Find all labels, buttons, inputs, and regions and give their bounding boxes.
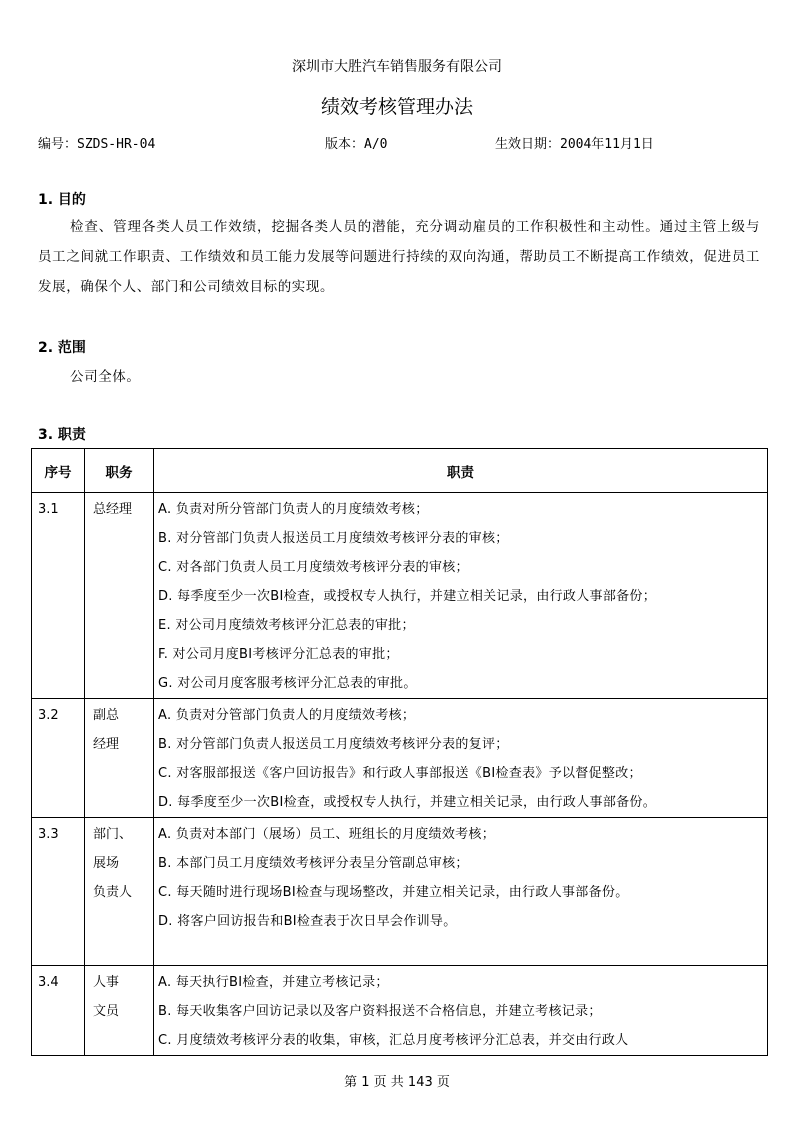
section-heading-scope: 2. 范围 <box>38 340 86 356</box>
duty-item: G. 对公司月度客服考核评分汇总表的审批。 <box>158 676 417 691</box>
row-number: 3.4 <box>32 966 85 1056</box>
table-row <box>32 818 768 966</box>
duty-item: F. 对公司月度BI考核评分汇总表的审批； <box>158 647 399 662</box>
duty-item: A. 负责对分管部门负责人的月度绩效考核； <box>158 708 416 723</box>
duty-item: A. 负责对本部门（展场）员工、班组长的月度绩效考核； <box>158 827 496 842</box>
position-line: 副总 <box>93 708 120 723</box>
duty-item: B. 对分管部门负责人报送员工月度绩效考核评分表的审核； <box>158 531 509 546</box>
row-number: 3.1 <box>32 493 85 699</box>
duty-item: A. 负责对所分管部门负责人的月度绩效考核； <box>158 502 429 517</box>
duty-item-empty <box>158 936 767 965</box>
duty-item: C. 每天随时进行现场BI检查与现场整改，并建立相关记录，由行政人事部备份。 <box>158 885 629 900</box>
section-body-scope: 公司全体。 <box>70 369 141 385</box>
duty-item: D. 每季度至少一次BI检查，或授权专人执行，并建立相关记录，由行政人事部备份。 <box>158 795 657 810</box>
table-row <box>32 966 768 1056</box>
row-duties <box>154 966 768 1056</box>
row-position <box>85 699 154 818</box>
table-row <box>32 699 768 818</box>
duty-item: D. 将客户回访报告和BI检查表于次日早会作训导。 <box>158 914 457 929</box>
section-body-purpose: 检查、管理各类人员工作效绩，挖掘各类人员的潜能，充分调动雇员的工作积极性和主动性。通过主管上级与员工之间就工作职责、工作绩效和员工能力发展等问题进行持续的双向沟通，帮助员工不断提高工作绩效，促进员工发展，确保个人、部门和公司绩效目标的实现。 <box>38 219 760 295</box>
position-line: 总经理 <box>93 502 133 517</box>
duty-item: C. 对客服部报送《客户回访报告》和行政人事部报送《BI检查表》予以督促整改； <box>158 766 642 781</box>
duty-item: B. 每天收集客户回访记录以及客户资料报送不合格信息，并建立考核记录； <box>158 1004 602 1019</box>
document-code: 编号：SZDS-HR-04 <box>38 137 156 152</box>
duty-item: C. 月度绩效考核评分表的收集，审核，汇总月度考核评分汇总表，并交由行政人 <box>158 1033 629 1048</box>
section-heading-purpose: 1. 目的 <box>38 192 86 208</box>
position-line: 文员 <box>93 1004 120 1019</box>
duty-item: B. 对分管部门负责人报送员工月度绩效考核评分表的复评； <box>158 737 509 752</box>
duty-item: E. 对公司月度绩效考核评分汇总表的审批； <box>158 618 415 633</box>
row-number: 3.2 <box>32 699 85 818</box>
duty-item: A. 每天执行BI检查，并建立考核记录； <box>158 975 389 990</box>
position-line: 部门、 <box>93 827 133 842</box>
row-duties <box>154 699 768 818</box>
document-version: 版本：A/0 <box>325 137 388 152</box>
page-footer: 第 1 页 共 143 页 <box>344 1075 450 1090</box>
header-position: 职务 <box>85 449 154 493</box>
row-duties <box>154 493 768 699</box>
row-duties <box>154 818 768 966</box>
table-header-row <box>32 449 768 493</box>
header-serial-number: 序号 <box>32 449 85 493</box>
effective-date: 生效日期：2004年11月1日 <box>495 137 654 152</box>
row-position <box>85 966 154 1056</box>
position-line: 人事 <box>93 975 120 990</box>
document-title: 绩效考核管理办法 <box>320 96 473 118</box>
responsibilities-table <box>31 448 768 1056</box>
row-number: 3.3 <box>32 818 85 966</box>
position-line: 负责人 <box>93 885 133 900</box>
header-duties: 职责 <box>154 449 768 493</box>
table-row <box>32 493 768 699</box>
section-heading-responsibilities: 3. 职责 <box>38 427 86 443</box>
duty-item: C. 对各部门负责人员工月度绩效考核评分表的审核； <box>158 560 469 575</box>
position-line: 经理 <box>93 737 120 752</box>
duty-item: D. 每季度至少一次BI检查，或授权专人执行，并建立相关记录，由行政人事部备份； <box>158 589 657 604</box>
position-line: 展场 <box>93 856 120 871</box>
row-position <box>85 818 154 966</box>
row-position <box>85 493 154 699</box>
company-name: 深圳市大胜汽车销售服务有限公司 <box>292 59 502 75</box>
duty-item: B. 本部门员工月度绩效考核评分表呈分管副总审核； <box>158 856 469 871</box>
